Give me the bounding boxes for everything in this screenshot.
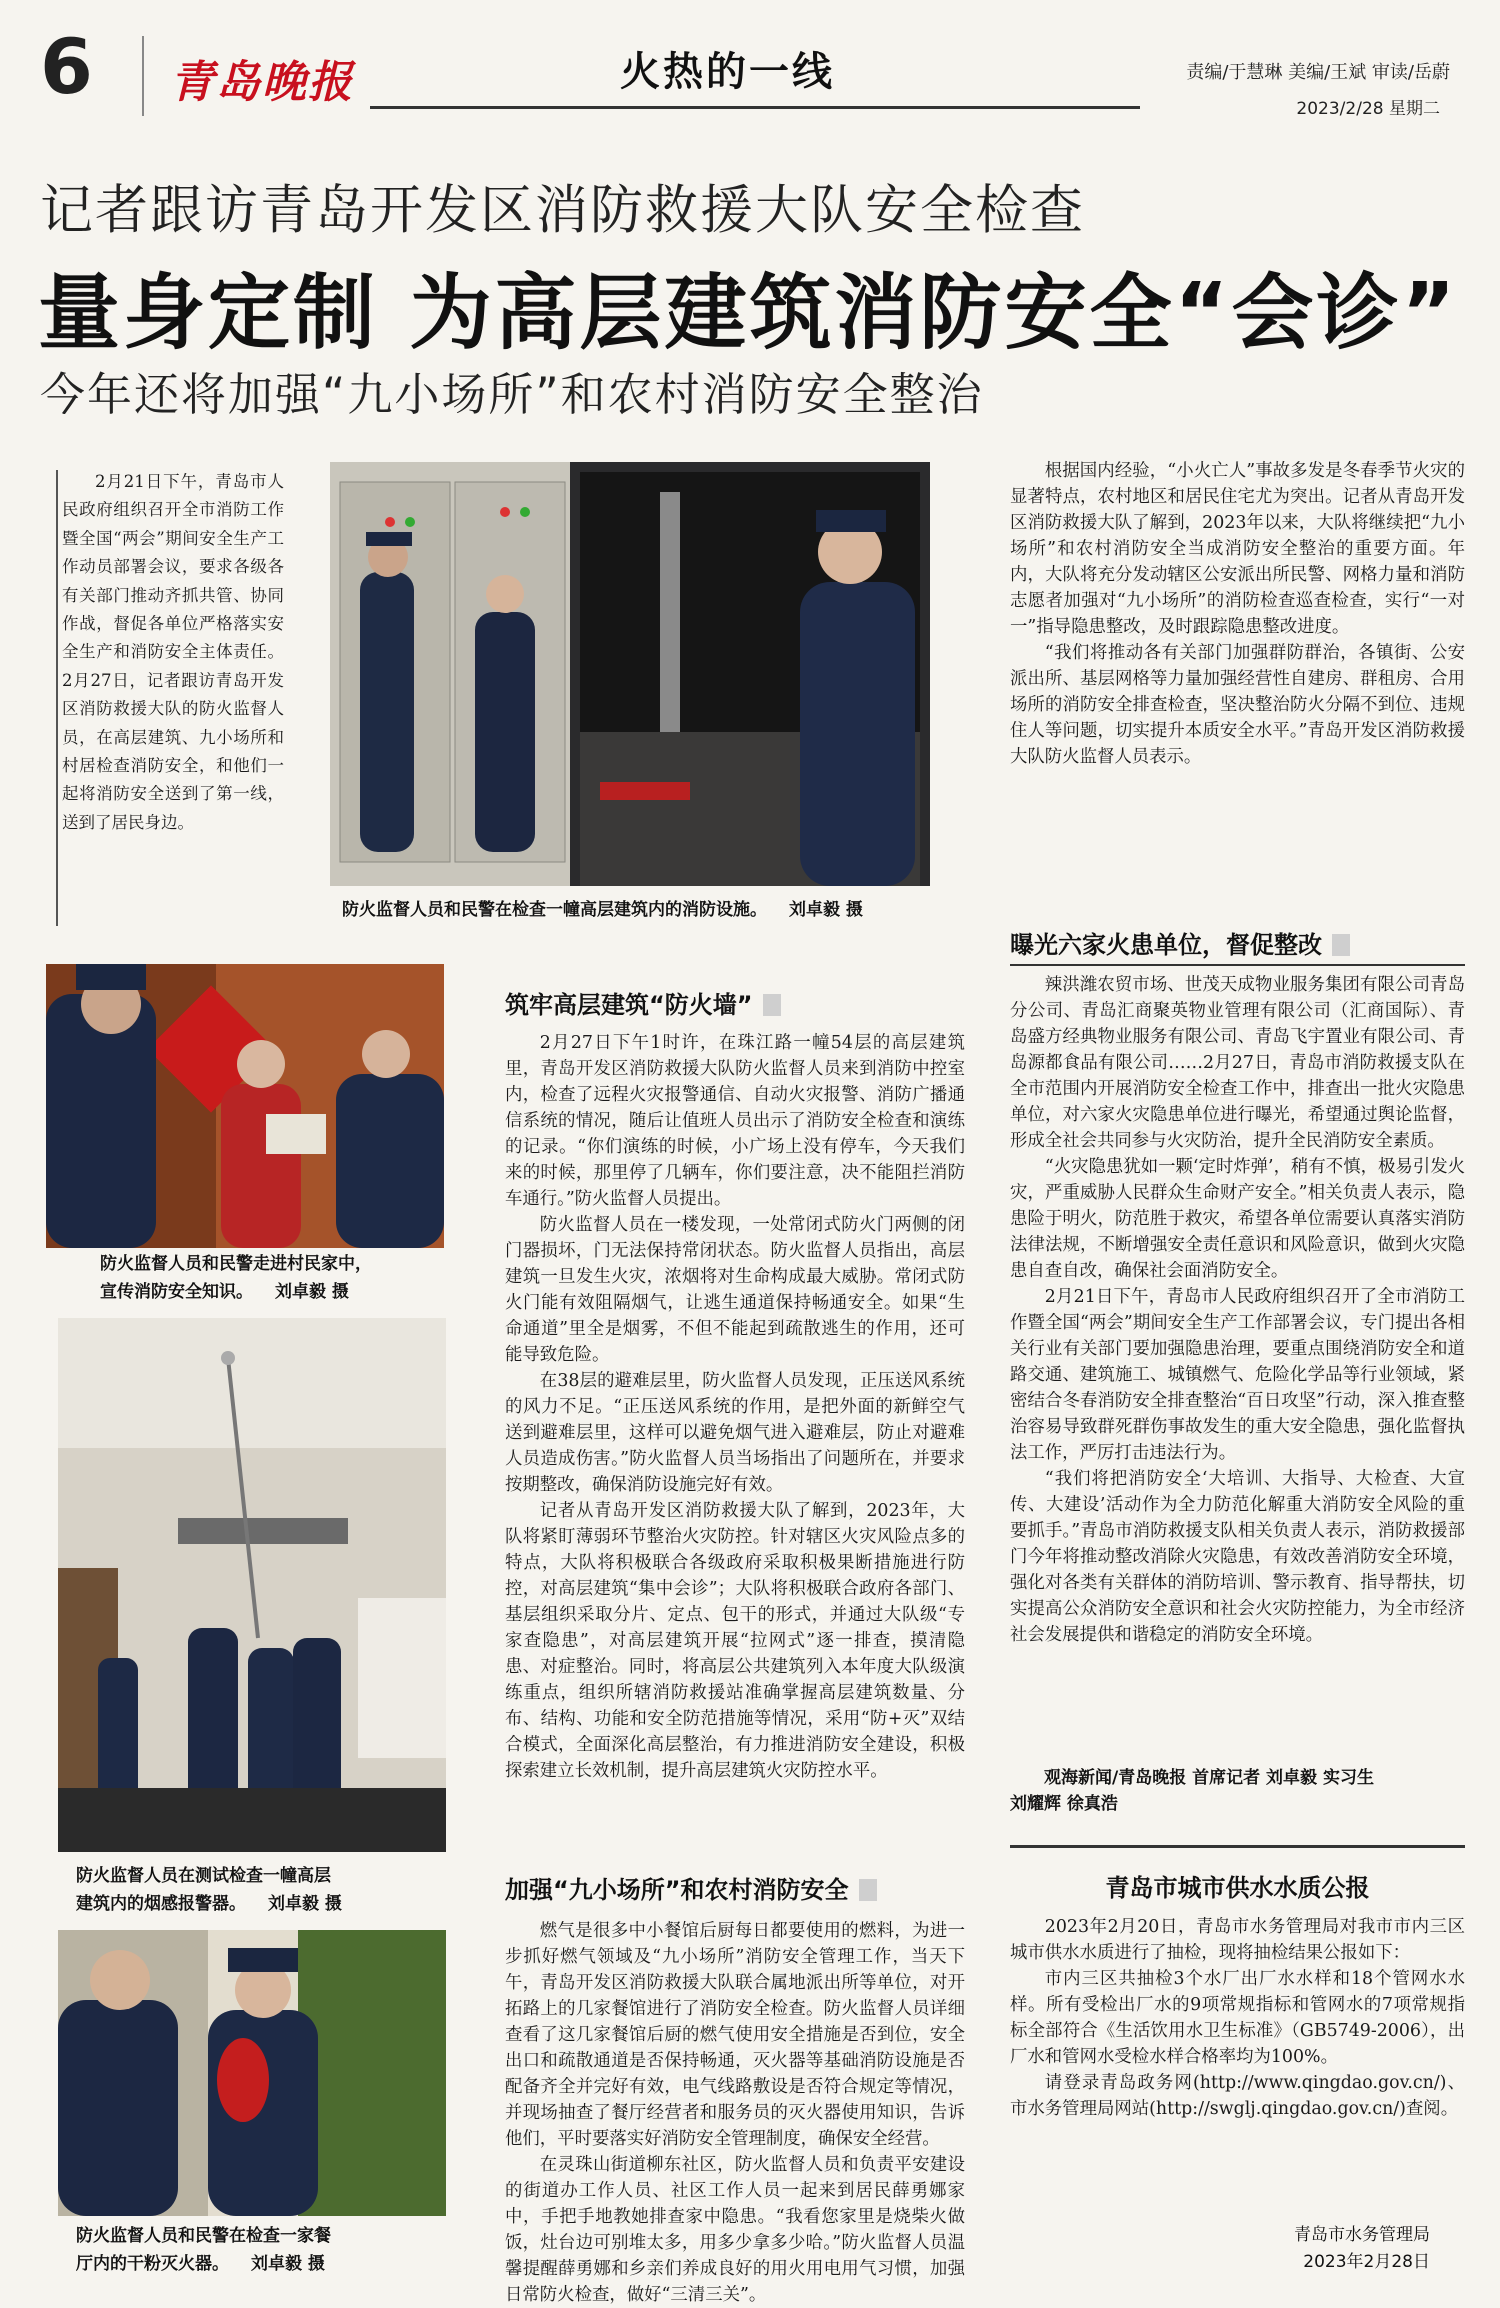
caption-line2: 建筑内的烟感报警器。	[76, 1894, 246, 1914]
paragraph: “我们将推动各有关部门加强群防群治，各镇街、公安派出所、基层网格等力量加强经营性自建房、群租房、合用场所的消防安全排查检查，坚决整治防火分隔不到位、违规住人等问题，切实提升本质安全水平。”青岛开发区消防救援大队防火监督人员表示。	[1010, 643, 1465, 767]
paragraph: 2月21日下午，青岛市人民政府组织召开了全市消防工作暨全国“两会”期间安全生产工作部署会议，专门提出各相关行业有关部门要加强隐患治理，要重点围绕消防安全和道路交通、建筑施工、城镇燃气、危险化学品等行业领域，紧密结合冬春消防安全排查整治“百日攻坚”行动，深入推查整治容易导致群死群伤事故发生的重大安全隐患，强化监督执法工作，严厉打击违法行为。	[1010, 1287, 1465, 1463]
section2-body-part1	[505, 1918, 965, 2305]
section3-title: 曝光六家火患单位，督促整改	[1010, 931, 1322, 959]
notice-body	[1010, 1914, 1465, 2154]
photo-extinguisher	[58, 1930, 446, 2216]
caption-text: 防火监督人员和民警在检查一幢高层建筑内的消防设施。	[342, 900, 767, 920]
byline-line1: 观海新闻/青岛晚报 首席记者 刘卓毅 实习生	[1044, 1768, 1374, 1788]
caption-line1: 防火监督人员和民警走进村民家中，	[100, 1254, 372, 1274]
issue-date: 2023/2/28 星期二	[1296, 99, 1440, 119]
section-rule	[370, 106, 1140, 109]
lead-bar	[56, 470, 58, 926]
paragraph: 防火监督人员在一楼发现，一处常闭式防火门两侧的闭门器损坏，门无法保持常闭状态。防火监督人员指出，高层建筑一旦发生火灾，浓烟将对生命构成最大威胁。常闭式防火门能有效阻隔烟气，让逃生通道保持畅通安全。如果“生命通道”里全是烟雾，不但不能起到疏散逃生的作用，还可能导致危险。	[505, 1215, 965, 1365]
paragraph: 在38层的避难层里，防火监督人员发现，正压送风系统的风力不足。“正压送风系统的作用，是把外面的新鲜空气送到避难层里，这样可以避免烟气进入避难层，防止对避难人员造成伤害。”防火监督人员当场指出了问题所在，并要求按期整改，确保消防设施完好有效。	[505, 1371, 965, 1495]
paragraph: 2月27日下午1时许，在珠江路一幢54层的高层建筑里，青岛开发区消防救援大队防火监督人员来到消防中控室内，检查了远程火灾报警通信、自动火灾报警、消防广播通信系统的情况，随后让值班人员出示了消防安全检查和演练的记录。“你们演练的时候，小广场上没有停车，今天我们来的时候，那里停了几辆车，你们要注意，决不能阻拦消防车通行。”防火监督人员提出。	[505, 1033, 965, 1209]
photo-credit: 刘卓毅 摄	[789, 900, 863, 920]
section-mark-icon	[859, 1879, 877, 1901]
notice-signer: 青岛市水务管理局	[1294, 2225, 1430, 2245]
section1-heading	[505, 985, 965, 1024]
section-title: 火热的一线	[620, 49, 835, 95]
caption-line1: 防火监督人员和民警在检查一家餐	[76, 2226, 331, 2246]
byline-line2: 刘耀辉 徐真浩	[1010, 1794, 1118, 1814]
page-number: 6	[40, 22, 93, 111]
article-kicker: 记者跟访青岛开发区消防救援大队安全检查	[40, 180, 1085, 241]
caption-photo-extinguisher	[76, 2222, 456, 2278]
article-lead: 2月21日下午，青岛市人民政府组织召开全市消防工作暨全国“两会”期间安全生产工作动员部署会议，要求各级各有关部门推动齐抓共管、协同作战，督促各单位严格落实安全生产和消防安全主体责任。2月27日，记者跟访青岛开发区消防救援大队的防火监督人员，在高层建筑、九小场所和村居检查消防安全，和他们一起将消防安全送到了第一线，送到了居民身边。	[62, 472, 284, 832]
photo-credit: 刘卓毅 摄	[268, 1894, 342, 1914]
photo-villager-home	[46, 964, 444, 1248]
article-subhead: 今年还将加强“九小场所”和农村消防安全整治	[40, 368, 984, 421]
photo-credit: 刘卓毅 摄	[275, 1282, 349, 1302]
paragraph: 辣洪潍农贸市场、世茂天成物业服务集团有限公司青岛分公司、青岛汇商聚英物业管理有限公司（汇商国际）、青岛盛方经典物业服务有限公司、青岛飞宇置业有限公司、青岛源都食品有限公司……2月27日，青岛市消防救援支队在全市范围内开展消防安全检查工作中，排查出一批火灾隐患单位，对六家火灾隐患单位进行曝光，希望通过舆论监督，形成全社会共同参与火灾防治，提升全民消防安全素质。	[1010, 975, 1465, 1151]
section1-body	[505, 1030, 965, 1810]
paragraph: 请登录青岛政务网(http://www.qingdao.gov.cn/)、市水务管理局网站(http://swglj.qingdao.gov.cn/)查阅。	[1010, 2073, 1465, 2119]
paragraph: 记者从青岛开发区消防救援大队了解到，2023年，大队将紧盯薄弱环节整治火灾防控。针对辖区火灾风险点多的特点，大队将积极联合各级政府采取积极果断措施进行防控，对高层建筑“集中会诊”；大队将积极联合政府各部门、基层组织采取分片、定点、包干的形式，并通过大队级“专家查隐患”，对高层建筑开展“拉网式”逐一排查，摸清隐患、对症整治。同时，将高层公共建筑列入本年度大队级演练重点，组织所辖消防救援站准确掌握高层建筑数量、分布、结构、功能和安全防范措施等情况，采用“防+灭”双结合模式，全面深化高层整治，有力推进消防安全建设，积极探索建立长效机制，提升高层建筑火灾防控水平。	[505, 1501, 965, 1781]
editors-line: 责编/于慧琳 美编/王斌 审读/岳蔚	[1186, 62, 1450, 83]
notice-title: 青岛市城市供水水质公报	[1105, 1874, 1370, 1902]
caption-photo-main	[342, 896, 942, 924]
section2-title: 加强“九小场所”和农村消防安全	[505, 1876, 849, 1904]
caption-line2: 宣传消防安全知识。	[100, 1282, 253, 1302]
article-headline: 量身定制 为高层建筑消防安全“会诊”	[38, 266, 1459, 361]
article-byline	[1010, 1765, 1465, 1817]
section1-title: 筑牢高层建筑“防火墙”	[505, 991, 753, 1019]
section2-heading	[505, 1870, 965, 1909]
caption-line2: 厅内的干粉灭火器。	[76, 2254, 229, 2274]
notice-top-rule	[1010, 1845, 1465, 1848]
paragraph: “火灾隐患犹如一颗‘定时炸弹’，稍有不慎，极易引发火灾，严重威胁人民群众生命财产安全。”相关负责人表示，隐患险于明火，防范胜于救灾，希望各单位需要认真落实消防法律法规，不断增强安全责任意识和风险意识，做到火灾隐患自查自改，确保社会面消防安全。	[1010, 1157, 1465, 1281]
paper-name: 青岛晚报	[170, 57, 354, 108]
caption-photo-villager	[100, 1250, 460, 1306]
paragraph: “我们将把消防安全‘大培训、大指导、大检查、大宣传、大建设’活动作为全力防范化解重大消防安全风险的重要抓手。”青岛市消防救援支队相关负责人表示，消防救援部门今年将推动整改消除火灾隐患，有效改善消防安全环境，强化对各类有关群体的消防培训、警示教育、指导帮扶，切实提高公众消防安全意识和社会火灾防控能力，为全市经济社会发展提供和谐稳定的消防安全环境。	[1010, 1469, 1465, 1645]
section3-body	[1010, 972, 1465, 1752]
section3-heading	[1010, 925, 1465, 966]
section-mark-icon	[763, 994, 781, 1016]
photo-smoke-detector	[58, 1318, 446, 1852]
photo-main	[330, 462, 930, 886]
paragraph: 在灵珠山街道柳东社区，防火监督人员和负责平安建设的街道办工作人员、社区工作人员一起来到居民薛勇娜家中，手把手地教她排查家中隐患。“我看您家里是烧柴火做饭，灶台边可别堆太多，用多少拿多少哈。”防火监督人员温馨提醒薛勇娜和乡亲们养成良好的用火用电用气习惯，加强日常防火检查，做好“三清三关”。	[505, 2155, 965, 2305]
paragraph: 市内三区共抽检3个水厂出厂水水样和18个管网水水样。所有受检出厂水的9项常规指标和管网水的7项常规指标全部符合《生活饮用水卫生标准》（GB5749-2006），出厂水和管网水受检水样合格率均为100%。	[1010, 1969, 1465, 2067]
paragraph: 2023年2月20日，青岛市水务管理局对我市市内三区城市供水水质进行了抽检，现将抽检结果公报如下：	[1010, 1917, 1465, 1963]
section-mark-icon	[1332, 934, 1350, 956]
paragraph: 燃气是很多中小餐馆后厨每日都要使用的燃料，为进一步抓好燃气领域及“九小场所”消防安全管理工作，当天下午，青岛开发区消防救援大队联合属地派出所等单位，对开拓路上的几家餐馆进行了消防安全检查。防火监督人员详细查看了这几家餐馆后厨的燃气使用安全措施是否到位，安全出口和疏散通道是否保持畅通，灭火器等基础消防设施是否配备齐全并完好有效，电气线路敷设是否符合规定等情况，并现场抽查了餐厅经营者和服务员的灭火器使用知识，告诉他们，平时要落实好消防安全管理制度，确保安全经营。	[505, 1921, 965, 2149]
photo-credit: 刘卓毅 摄	[251, 2254, 325, 2274]
masthead-divider	[142, 36, 144, 116]
section2-body-part2	[1010, 458, 1465, 900]
caption-line1: 防火监督人员在测试检查一幢高层	[76, 1866, 331, 1886]
notice-date: 2023年2月28日	[1303, 2252, 1430, 2272]
notice-signature	[1010, 2222, 1430, 2276]
paragraph: 根据国内经验，“小火亡人”事故多发是冬春季节火灾的显著特点，农村地区和居民住宅尤为突出。记者从青岛开发区消防救援大队了解到，2023年以来，大队将继续把“九小场所”和农村消防安全当成消防安全整治的重要方面。年内，大队将充分发动辖区公安派出所民警、网格力量和消防志愿者加强对“九小场所”的消防检查巡查检查，实行“一对一”指导隐患整改，及时跟踪隐患整改进度。	[1010, 461, 1465, 637]
caption-photo-smoke	[76, 1862, 456, 1918]
